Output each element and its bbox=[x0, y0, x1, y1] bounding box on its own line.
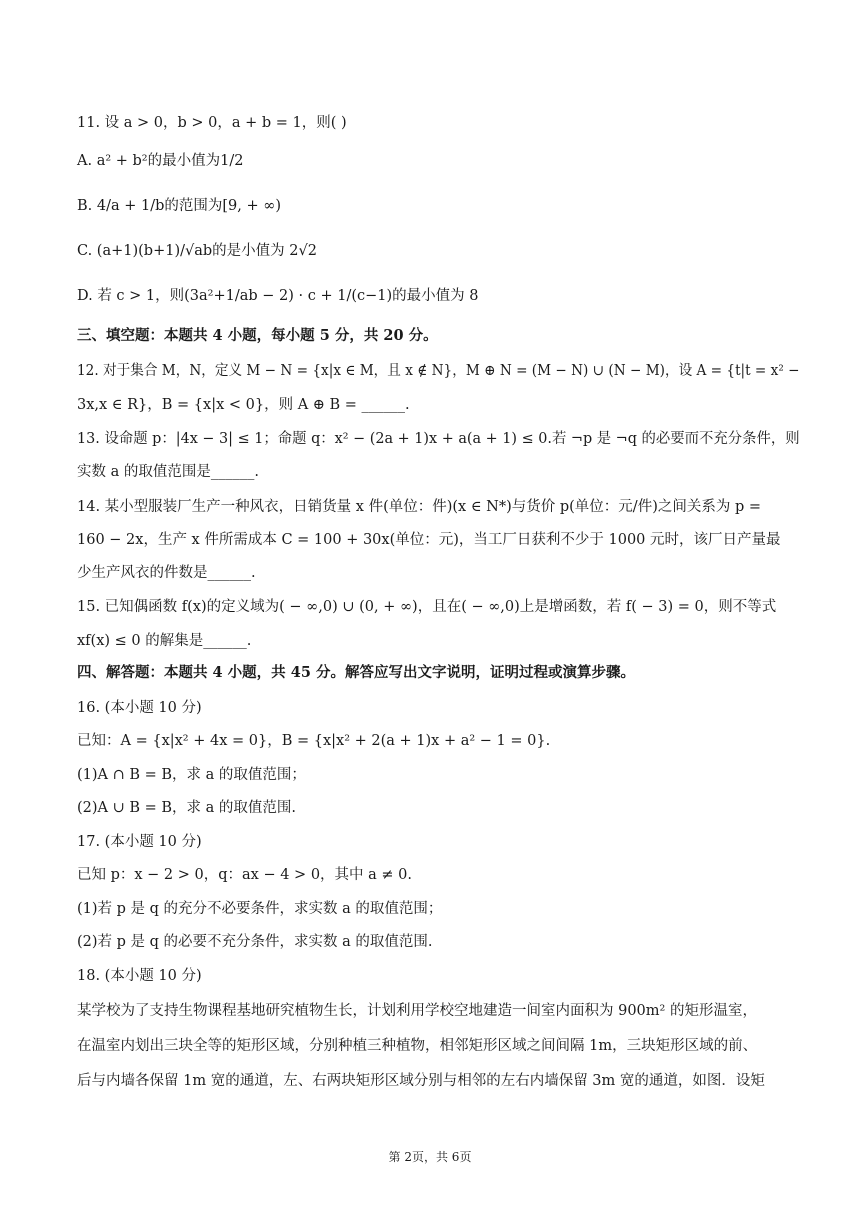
q17-heading: 17. (本小题 10 分) bbox=[77, 834, 202, 850]
q14-line-2: 160 − 2x，生产 x 件所需成本 C = 100 + 30x(单位：元)，当工厂日获利不少于 1000 元时，该厂日产量最 bbox=[77, 532, 781, 548]
q18-heading: 18. (本小题 10 分) bbox=[77, 968, 202, 984]
q11-option-a: A. a² + b²的最小值为1/2 bbox=[77, 153, 244, 169]
q12-line-1: 12. 对于集合 M，N，定义 M − N = {x|x ∈ M，且 x ∉ N}，M ⊕ N = (M − N) ∪ (N − M)，设 A = {t|t = x² − bbox=[77, 363, 800, 379]
q16-part-1: (1)A ∩ B = B，求 a 的取值范围； bbox=[77, 767, 306, 783]
q18-line-3: 后与内墙各保留 1m 宽的通道，左、右两块矩形区域分别与相邻的左右内墙保留 3m 宽的通道，如图．设矩 bbox=[77, 1073, 765, 1089]
q16-heading: 16. (本小题 10 分) bbox=[77, 700, 202, 716]
q11-option-b: B. 4/a + 1/b的范围为[9, + ∞) bbox=[77, 198, 281, 214]
q13-line-1: 13. 设命题 p：|4x − 3| ≤ 1；命题 q：x² − (2a + 1)x + a(a + 1) ≤ 0.若 ¬p 是 ¬q 的必要而不充分条件，则 bbox=[77, 431, 800, 447]
q16-part-2: (2)A ∪ B = B，求 a 的取值范围. bbox=[77, 800, 297, 816]
q16-given: 已知：A = {x|x² + 4x = 0}，B = {x|x² + 2(a + 1)x + a² − 1 = 0}. bbox=[77, 733, 551, 749]
q11-option-c: C. (a+1)(b+1)/√ab的是小值为 2√2 bbox=[77, 243, 317, 259]
q17-part-2: (2)若 p 是 q 的必要不充分条件，求实数 a 的取值范围. bbox=[77, 934, 433, 950]
q17-given: 已知 p：x − 2 > 0，q：ax − 4 > 0，其中 a ≠ 0. bbox=[77, 867, 413, 883]
q14-line-3: 少生产风衣的件数是______. bbox=[77, 565, 256, 581]
q15-line-2: xf(x) ≤ 0 的解集是______. bbox=[77, 633, 252, 649]
q18-line-2: 在温室内划出三块全等的矩形区域，分别种植三种植物，相邻矩形区域之间间隔 1m，三块矩形区域的前、 bbox=[77, 1038, 758, 1054]
q12-line-2: 3x,x ∈ R}，B = {x|x < 0}，则 A ⊕ B = ______. bbox=[77, 397, 410, 413]
q17-part-1: (1)若 p 是 q 的充分不必要条件，求实数 a 的取值范围； bbox=[77, 901, 443, 917]
section-heading-solutions: 四、解答题：本题共 4 小题，共 45 分。解答应写出文字说明，证明过程或演算步骤。 bbox=[77, 664, 635, 681]
q13-line-2: 实数 a 的取值范围是______. bbox=[77, 464, 259, 480]
q15-line-1: 15. 已知偶函数 f(x)的定义域为( − ∞,0) ∪ (0, + ∞)，且在( − ∞,0)上是增函数，若 f( − 3) = 0，则不等式 bbox=[77, 599, 777, 615]
section-heading-fill-blank: 三、填空题：本题共 4 小题，每小题 5 分，共 20 分。 bbox=[77, 327, 438, 344]
q11-option-d: D. 若 c > 1，则(3a²+1/ab − 2) · c + 1/(c−1)的最小值为 8 bbox=[77, 288, 479, 304]
q14-line-1: 14. 某小型服装厂生产一种风衣，日销货量 x 件(单位：件)(x ∈ N*)与货价 p(单位：元/件)之间关系为 p = bbox=[77, 499, 761, 515]
q11-stem: 11. 设 a > 0，b > 0，a + b = 1，则( ) bbox=[77, 115, 347, 131]
q18-line-1: 某学校为了支持生物课程基地研究植物生长，计划利用学校空地建造一间室内面积为 900m² 的矩形温室， bbox=[77, 1003, 757, 1019]
page-footer: 第 2页，共 6页 bbox=[388, 1150, 472, 1164]
